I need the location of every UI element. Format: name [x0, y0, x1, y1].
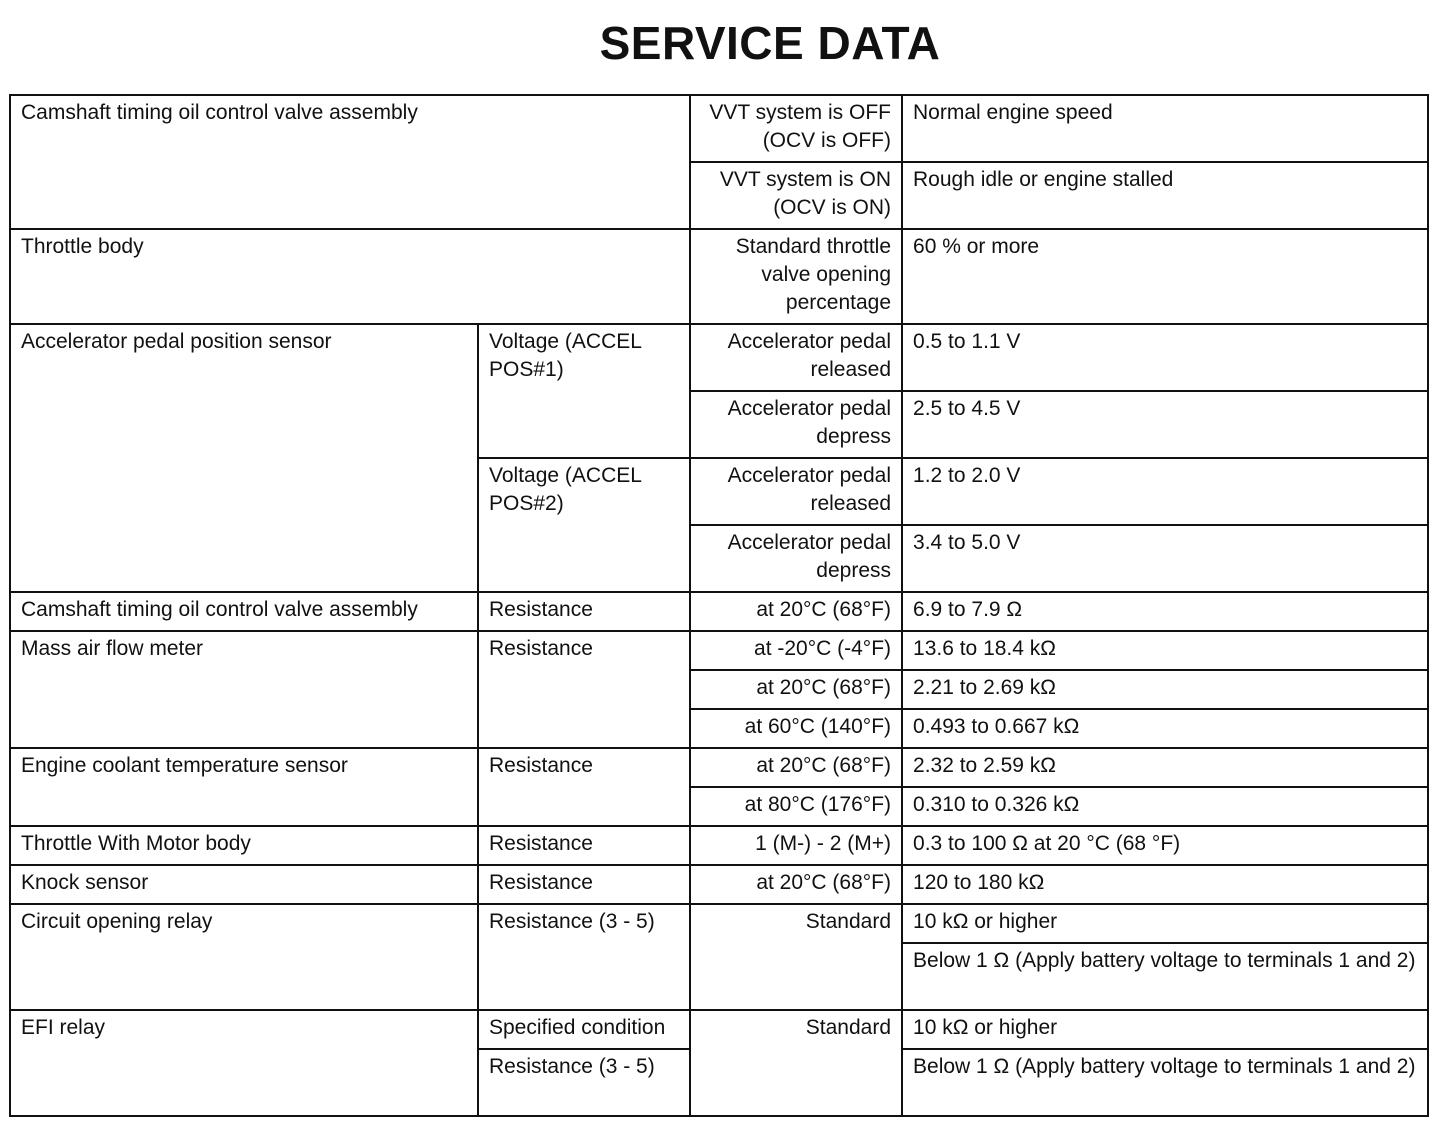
component-cell: Throttle body: [10, 229, 690, 324]
condition-cell: Accelerator pedal released: [690, 458, 902, 525]
spec-cell: 10 kΩ or higher: [902, 904, 1428, 943]
spec-cell: 2.21 to 2.69 kΩ: [902, 670, 1428, 709]
condition-cell: at 20°C (68°F): [690, 592, 902, 631]
condition-cell: Standard: [690, 1010, 902, 1116]
page-title: SERVICE DATA: [599, 17, 941, 69]
spec-cell: 0.5 to 1.1 V: [902, 324, 1428, 391]
item-cell: Resistance: [478, 865, 690, 904]
spec-cell: 60 % or more: [902, 229, 1428, 324]
condition-cell: Accelerator pedal depress: [690, 525, 902, 592]
item-cell: Voltage (ACCEL POS#1): [478, 324, 690, 458]
condition-cell: at 80°C (176°F): [690, 787, 902, 826]
item-cell: Resistance: [478, 592, 690, 631]
condition-cell: Standard throttle valve opening percentage: [690, 229, 902, 324]
spec-cell: 10 kΩ or higher: [902, 1010, 1428, 1049]
spec-cell: 1.2 to 2.0 V: [902, 458, 1428, 525]
component-cell: Engine coolant temperature sensor: [10, 748, 478, 826]
spec-cell: 120 to 180 kΩ: [902, 865, 1428, 904]
table-row: [10, 865, 1428, 904]
component-cell: Circuit opening relay: [10, 904, 478, 1010]
service-data-table: [9, 94, 1429, 1117]
spec-cell: 6.9 to 7.9 Ω: [902, 592, 1428, 631]
condition-cell: Standard: [690, 904, 902, 1010]
spec-cell: Rough idle or engine stalled: [902, 162, 1428, 229]
spec-cell: Below 1 Ω (Apply battery voltage to terminals 1 and 2): [902, 943, 1428, 1010]
item-cell: Resistance: [478, 748, 690, 826]
table-row: [10, 748, 1428, 787]
table-row: [10, 95, 1428, 162]
condition-cell: VVT system is OFF (OCV is OFF): [690, 95, 902, 162]
condition-cell: 1 (M-) - 2 (M+): [690, 826, 902, 865]
item-cell: Resistance: [478, 826, 690, 865]
condition-cell: Accelerator pedal depress: [690, 391, 902, 458]
component-cell: Camshaft timing oil control valve assembly: [10, 95, 690, 229]
condition-cell: Accelerator pedal released: [690, 324, 902, 391]
condition-cell: at 20°C (68°F): [690, 670, 902, 709]
component-cell: Knock sensor: [10, 865, 478, 904]
spec-cell: Normal engine speed: [902, 95, 1428, 162]
table-row: [10, 904, 1428, 943]
spec-cell: 2.32 to 2.59 kΩ: [902, 748, 1428, 787]
item-cell: Resistance (3 - 5): [478, 1049, 690, 1116]
table-row: [10, 631, 1428, 670]
spec-cell: 0.3 to 100 Ω at 20 °C (68 °F): [902, 826, 1428, 865]
component-cell: EFI relay: [10, 1010, 478, 1116]
spec-cell: 3.4 to 5.0 V: [902, 525, 1428, 592]
item-cell: Specified condition: [478, 1010, 690, 1049]
condition-cell: at -20°C (-4°F): [690, 631, 902, 670]
spec-cell: Below 1 Ω (Apply battery voltage to terminals 1 and 2): [902, 1049, 1428, 1116]
component-cell: Throttle With Motor body: [10, 826, 478, 865]
table-row: [10, 229, 1428, 324]
component-cell: Accelerator pedal position sensor: [10, 324, 478, 592]
table-row: [10, 592, 1428, 631]
condition-cell: VVT system is ON (OCV is ON): [690, 162, 902, 229]
spec-cell: 0.493 to 0.667 kΩ: [902, 709, 1428, 748]
spec-cell: 0.310 to 0.326 kΩ: [902, 787, 1428, 826]
condition-cell: at 20°C (68°F): [690, 748, 902, 787]
table-row: [10, 826, 1428, 865]
component-cell: Camshaft timing oil control valve assembly: [10, 592, 478, 631]
item-cell: Voltage (ACCEL POS#2): [478, 458, 690, 592]
spec-cell: 2.5 to 4.5 V: [902, 391, 1428, 458]
item-cell: Resistance (3 - 5): [478, 904, 690, 1010]
table-row: [10, 324, 1428, 391]
condition-cell: at 60°C (140°F): [690, 709, 902, 748]
item-cell: Resistance: [478, 631, 690, 748]
spec-cell: 13.6 to 18.4 kΩ: [902, 631, 1428, 670]
component-cell: Mass air flow meter: [10, 631, 478, 748]
table-row: [10, 1010, 1428, 1049]
condition-cell: at 20°C (68°F): [690, 865, 902, 904]
